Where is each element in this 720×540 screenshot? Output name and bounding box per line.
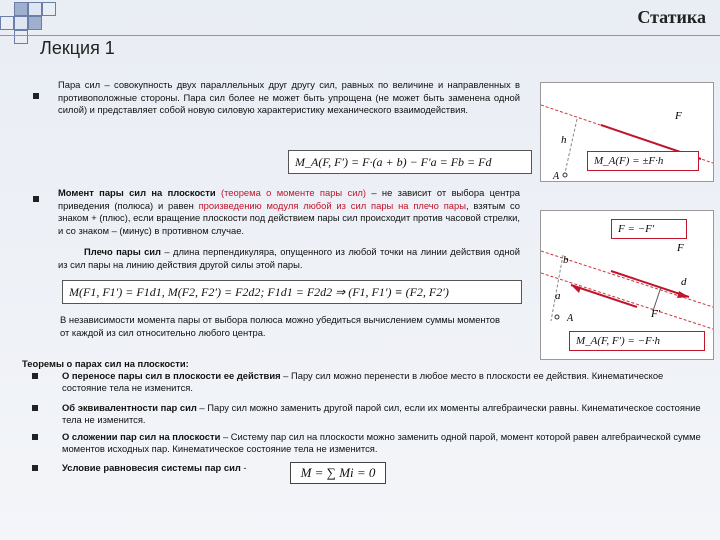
theorem-text: - <box>240 462 247 473</box>
theorem-text-a: – не зависит от выбора центра приведения (полюса) и равен <box>58 187 521 211</box>
theorem-title: Об эквивалентности пар сил <box>62 402 197 413</box>
theorem-title: О сложении пар сил на плоскости <box>62 431 221 442</box>
pole-independence-note: В независимости момента пары от выбора полюса можно убедиться вычислением суммы моментов от каждой из сил относительно любого центра. <box>60 314 500 338</box>
force-moment-formula: M_A(F) = ±F·h <box>587 151 699 171</box>
slide-title: Статика <box>637 7 706 27</box>
theorem-text: – Пару сил можно заменить другой парой сил, если их моменты алгебраически равны. Кинематическое состояние тела не изменится. <box>62 402 701 425</box>
couple-moment-sign-formula: M_A(F, F′) = −F·h <box>569 331 705 351</box>
theorem-ref: (теорема о моменте пары сил) <box>220 187 367 198</box>
label-F-prime: F′ <box>651 308 661 320</box>
theorems-heading: Теоремы о парах сил на плоскости: <box>22 358 189 369</box>
theorem-title: О переносе пары сил в плоскости ее действия <box>62 370 281 381</box>
label-F: F <box>677 242 684 254</box>
header-divider <box>0 35 720 36</box>
label-b: b <box>563 254 569 266</box>
moment-term: Момент пары сил на плоскости <box>58 187 216 198</box>
figure-couple <box>540 210 714 360</box>
couple-definition: Пара сил – совокупность двух параллельных друг другу сил, равных по величине и направленных в противоположные стороны. Пара сил более не может быть упрощена (не может быть заменена одной силой) и представляет собой новую силовую характеристику механического взаимодействия. <box>58 79 520 115</box>
theorem-title: Условие равновесия системы пар сил <box>62 462 241 473</box>
moment-theorem <box>58 187 520 237</box>
bullet <box>33 196 39 202</box>
label-d: d <box>681 276 687 288</box>
label-a: a <box>555 290 561 302</box>
couple-moment-formula: M_A(F, F′) = F·(a + b) − F′a = Fb = Fd <box>288 150 532 174</box>
theorem-highlight: произведению модуля любой из сил пары на плечо пары <box>198 199 466 211</box>
bullet <box>32 405 38 411</box>
theorem-item <box>62 402 710 425</box>
label-A: A <box>567 313 574 324</box>
bullet <box>32 373 38 379</box>
equilibrium-formula: M = ∑ Mi = 0 <box>290 462 386 484</box>
theorem-item <box>62 370 710 393</box>
bullet <box>32 465 38 471</box>
equivalence-formula: M(F1, F1′) = F1d1, M(F2, F2′) = F2d2; F1d1 = F2d2 ⇒ (F1, F1′) ≡ (F2, F2′) <box>62 280 522 304</box>
couple-equality-formula: F = −F′ <box>611 219 687 239</box>
lecture-title: Лекция 1 <box>40 38 115 58</box>
theorem-item <box>62 462 710 474</box>
bullet <box>33 93 39 99</box>
arm-definition <box>58 246 520 271</box>
bullet <box>32 434 38 440</box>
label-A: A <box>553 171 560 181</box>
theorem-text: – Систему пар сил на плоскости можно заменить одной парой, момент которой равен алгебраической сумме моментов исходных пар. Кинематическое состояние тела не изменится. <box>62 431 701 454</box>
label-h: h <box>561 134 567 146</box>
theorem-text-b: , взятым со знаком + (плюс), если вращение плоскости под действием пары сил происходит против часовой стрелки, и со знаком – (минус) в противном случае. <box>58 199 520 236</box>
theorem-text: – Пару сил можно перенести в любое место в плоскости ее действия. Кинематическое состояние тела не изменится. <box>62 370 664 393</box>
figure-force-moment <box>540 82 714 182</box>
arm-text: – длина перпендикуляра, опущенного из любой точки на линии действия одной из сил пары на линию действия другой силы этой пары. <box>58 246 520 270</box>
arm-term: Плечо пары сил <box>84 246 162 257</box>
header <box>0 0 720 36</box>
label-F: F <box>675 110 682 122</box>
theorem-item <box>62 431 710 454</box>
